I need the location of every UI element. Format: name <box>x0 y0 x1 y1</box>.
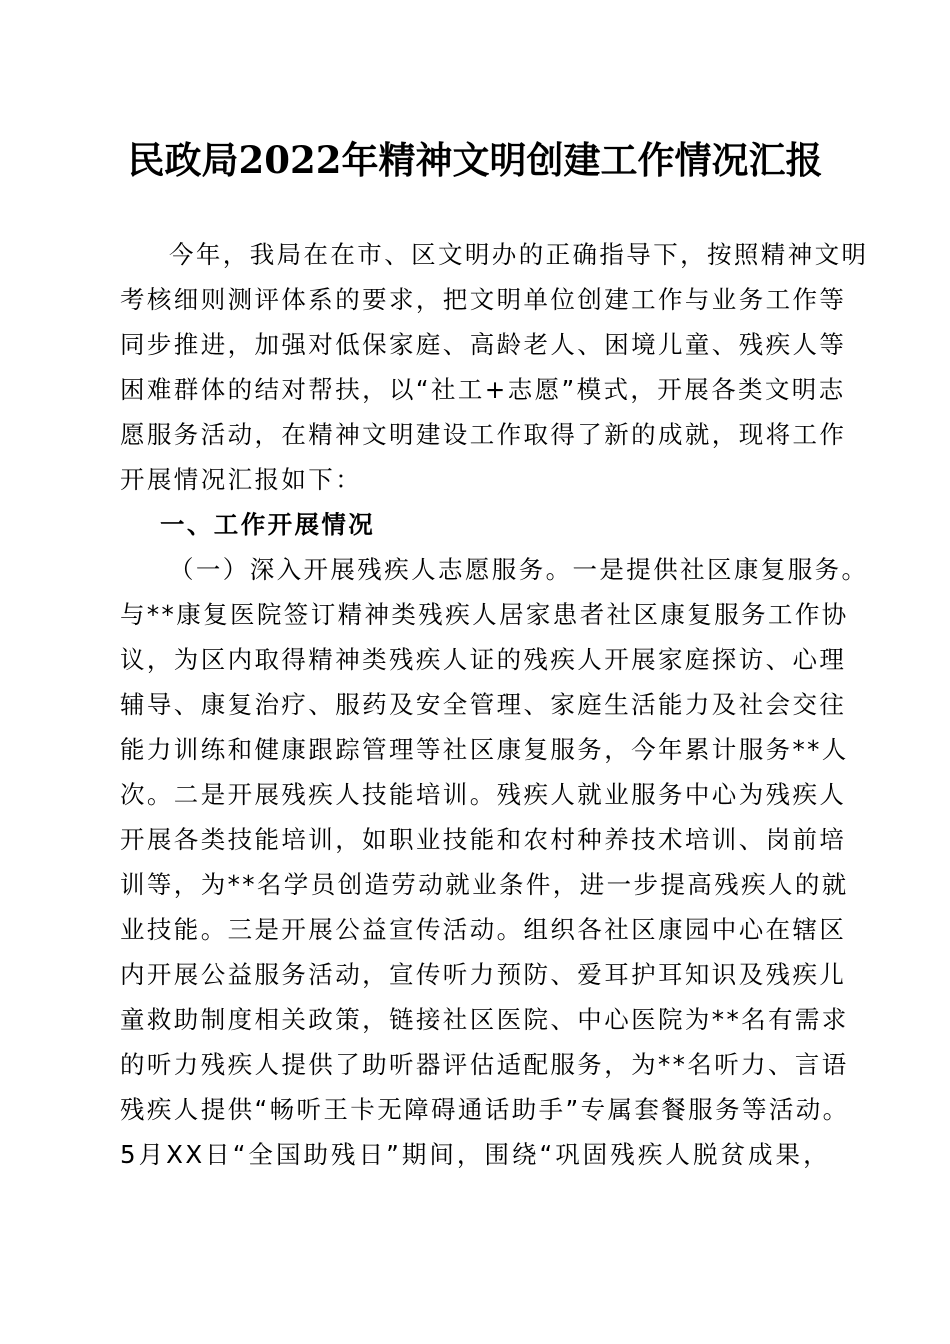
document-body <box>120 232 869 1177</box>
paragraph-line: 同步推进，加强对低保家庭、高龄老人、困境儿童、残疾人等 <box>120 330 847 359</box>
paragraph-line: 开展各类技能培训，如职业技能和农村种养技术培训、岗前培 <box>120 825 847 854</box>
paragraph-line: 童救助制度相关政策，链接社区医院、中心医院为**名有需求 <box>120 1005 849 1034</box>
document-title: 民政局2022年精神文明创建工作情况汇报 <box>127 138 823 182</box>
paragraph-line: 考核细则测评体系的要求，把文明单位创建工作与业务工作等 <box>120 285 847 314</box>
paragraph-line: 能力训练和健康跟踪管理等社区康复服务，今年累计服务**人 <box>120 735 849 764</box>
paragraph-line: 业技能。三是开展公益宣传活动。组织各社区康园中心在辖区 <box>120 915 847 944</box>
paragraph-line: 5月XX日“全国助残日”期间，围绕“巩固残疾人脱贫成果， <box>120 1140 830 1169</box>
paragraph-line: 次。二是开展残疾人技能培训。残疾人就业服务中心为残疾人 <box>120 780 847 809</box>
section-heading: 一、工作开展情况 <box>160 510 376 539</box>
paragraph-line: 训等，为**名学员创造劳动就业条件，进一步提高残疾人的就 <box>120 870 849 899</box>
paragraph-line: 辅导、康复治疗、服药及安全管理、家庭生活能力及社会交往 <box>120 690 847 719</box>
paragraph-line: 残疾人提供“畅听王卡无障碍通话助手”专属套餐服务等活动。 <box>120 1095 850 1124</box>
paragraph-line: 困难群体的结对帮扶，以“社工+志愿”模式，开展各类文明志 <box>120 375 846 404</box>
paragraph-line: （一）深入开展残疾人志愿服务。一是提供社区康复服务。 <box>169 555 869 584</box>
paragraph-line: 愿服务活动，在精神文明建设工作取得了新的成就，现将工作 <box>120 420 847 449</box>
paragraph-line: 与**康复医院签订精神类残疾人居家患者社区康复服务工作协 <box>120 600 849 629</box>
paragraph-line: 议，为区内取得精神类残疾人证的残疾人开展家庭探访、心理 <box>120 645 847 674</box>
intro-paragraph <box>120 232 869 502</box>
paragraph-line: 内开展公益服务活动，宣传听力预防、爱耳护耳知识及残疾儿 <box>120 960 847 989</box>
paragraph-line: 开展情况汇报如下： <box>120 465 363 494</box>
section1-paragraph <box>120 547 869 1177</box>
paragraph-line: 今年，我局在在市、区文明办的正确指导下，按照精神文明 <box>169 240 869 269</box>
paragraph-line: 的听力残疾人提供了助听器评估适配服务，为**名听力、言语 <box>120 1050 849 1079</box>
